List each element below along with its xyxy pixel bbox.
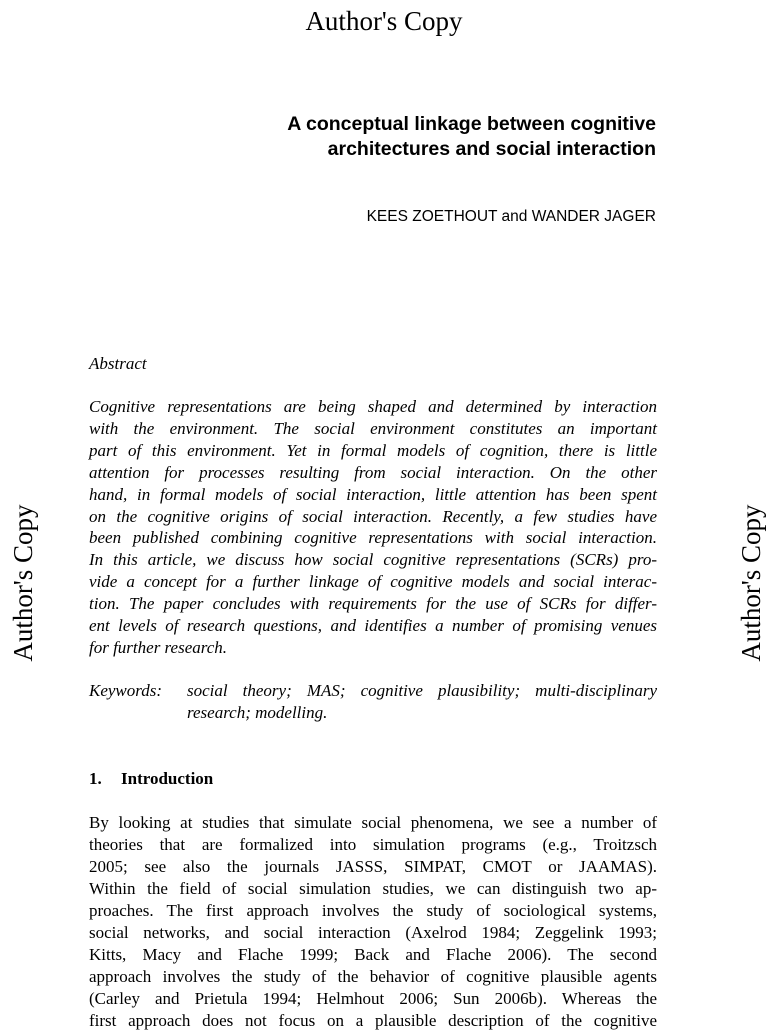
abstract-text (89, 396, 657, 659)
intro-line: (Carley and Prietula 1994; Helmhout 2006; Sun 2006b). Whereas the (89, 989, 657, 1008)
intro-line: proaches. The first approach involves the study of sociological systems, (89, 901, 657, 920)
intro-line: 2005; see also the journals JASSS, SIMPAT, CMOT or JAAMAS). (89, 857, 657, 876)
title-line: A conceptual linkage between cognitive (287, 113, 656, 135)
abstract-line: Cognitive representations are being shaped and determined by interaction (89, 397, 657, 416)
authors: KEES ZOETHOUT and WANDER JAGER (366, 208, 656, 225)
title-line: architectures and social interaction (327, 138, 656, 160)
abstract-line: been published combining cognitive representations with social interaction. (89, 528, 657, 548)
section-heading (89, 768, 213, 790)
intro-line: first approach does not focus on a plausible description of the cognitive (89, 1011, 657, 1030)
abstract-line: hand, in formal models of social interaction, little attention has been spent (89, 484, 657, 504)
intro-line: social networks, and social interaction (Axelrod 1984; Zeggelink 1993; (89, 923, 657, 942)
intro-line: theories that are formalized into simulation programs (e.g., Troitzsch (89, 835, 657, 854)
abstract-line: for further research. (89, 637, 228, 657)
watermark-right: Author's Copy (736, 504, 766, 662)
keywords-line: research; modelling. (187, 703, 328, 722)
intro-line: Kitts, Macy and Flache 1999; Back and Flache 2006). The second (89, 945, 657, 964)
abstract-heading: Abstract (89, 354, 147, 373)
keywords-label: Keywords: (89, 681, 163, 700)
section-number: 1. (89, 769, 102, 788)
watermark-left: Author's Copy (8, 504, 38, 662)
keywords-line: social theory; MAS; cognitive plausibility; multi-disciplinary (187, 681, 657, 700)
paper-title (176, 112, 656, 162)
intro-line: approach involves the study of the behavior of cognitive plausible agents (89, 967, 657, 986)
abstract-line: attention for processes resulting from social interaction. On the other (89, 462, 657, 482)
keywords-text (187, 680, 657, 724)
watermark-top: Author's Copy (305, 6, 463, 36)
abstract-line: vide a concept for a further linkage of cognitive models and social interac- (89, 572, 657, 592)
abstract-line: on the cognitive origins of social interaction. Recently, a few studies have (89, 506, 657, 526)
intro-line: By looking at studies that simulate social phenomena, we see a number of (89, 813, 657, 832)
intro-line: Within the field of social simulation studies, we can distinguish two ap- (89, 879, 657, 898)
abstract-line: with the environment. The social environment constitutes an important (89, 418, 657, 438)
abstract-line: tion. The paper concludes with requirements for the use of SCRs for differ- (89, 594, 657, 614)
abstract-line: ent levels of research questions, and identifies a number of promising venues (89, 616, 657, 636)
abstract-line: In this article, we discuss how social cognitive representations (SCRs) pro- (89, 550, 657, 570)
abstract-line: part of this environment. Yet in formal models of cognition, there is little (89, 440, 657, 460)
section-title: Introduction (121, 769, 214, 788)
intro-text (89, 812, 657, 1032)
